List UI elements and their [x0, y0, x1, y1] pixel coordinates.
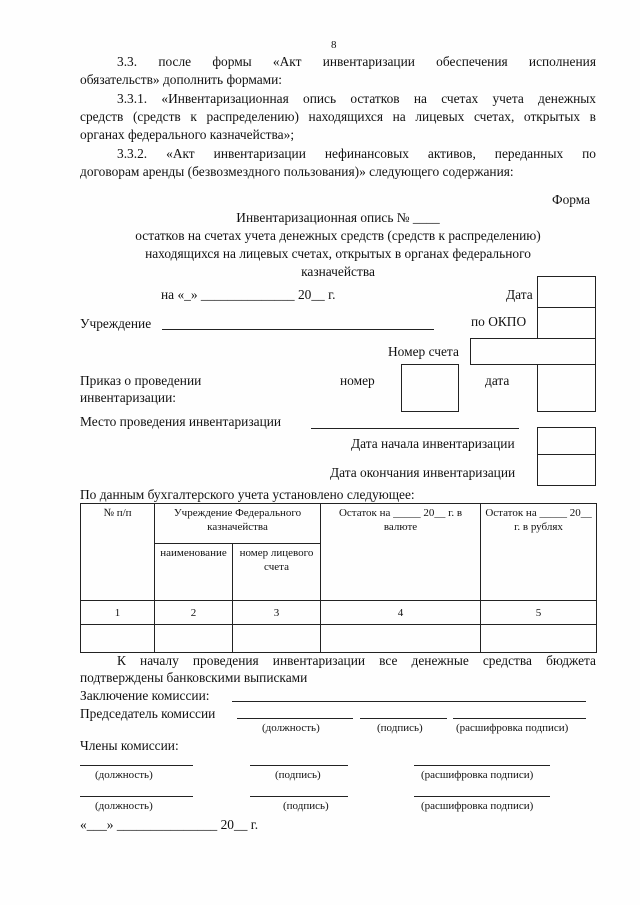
member2-position-caption: (должность) — [95, 800, 153, 812]
member1-position-caption: (должность) — [95, 769, 153, 781]
okpo-code-box — [537, 307, 596, 339]
account-number-box — [470, 338, 596, 365]
final-date-line: «___» _______________ 20__ г. — [80, 817, 259, 832]
chairman-decoding-line — [453, 718, 586, 719]
order-label-line2: инвентаризации: — [80, 390, 176, 405]
form-subtitle-line3: казначейства — [301, 264, 375, 279]
header-name: наименование — [155, 544, 233, 601]
chairman-decoding-caption: (расшифровка подписи) — [456, 722, 569, 734]
inventory-date-line: на «_» ______________ 20__ г. — [161, 287, 336, 302]
chairman-signature-caption: (подпись) — [377, 722, 423, 734]
start-date-box — [537, 427, 596, 455]
account-label: Номер счета — [388, 344, 459, 359]
order-label-line1: Приказ о проведении — [80, 373, 202, 388]
date-code-box — [537, 276, 596, 308]
header-account: номер лицевого счета — [233, 544, 321, 601]
col-number-3: 3 — [233, 601, 321, 625]
member2-position-line — [80, 796, 193, 797]
date-label: Дата — [506, 287, 533, 302]
place-label: Место проведения инвентаризации — [80, 414, 282, 429]
member1-position-line — [80, 765, 193, 766]
member2-signature-line — [250, 796, 348, 797]
table-row — [81, 625, 597, 653]
order-number-box — [401, 364, 459, 412]
form-subtitle-line1: остатков на счетах учета денежных средств (средств к распределению) — [135, 228, 541, 243]
intro-p2-line2: средств (средств к распределению) находящихся на лицевых счетах, открытых в — [80, 109, 596, 124]
chairman-signature-line — [360, 718, 447, 719]
chairman-label: Председатель комиссии — [80, 706, 216, 721]
chairman-position-caption: (должность) — [262, 722, 320, 734]
institution-line — [162, 329, 434, 330]
members-label: Члены комиссии: — [80, 738, 179, 753]
form-title: Инвентаризационная опись № ____ — [236, 210, 440, 225]
member1-decoding-caption: (расшифровка подписи) — [421, 769, 534, 781]
conclusion-label: Заключение комиссии: — [80, 688, 210, 703]
col-number-1: 1 — [81, 601, 155, 625]
okpo-label: по ОКПО — [471, 314, 527, 329]
intro-p1-line2: обязательств» дополнить формами: — [80, 72, 283, 87]
confirmation-line1: К началу проведения инвентаризации все денежные средства бюджета — [117, 653, 596, 668]
end-date-box — [537, 454, 596, 486]
forma-label: Форма — [552, 192, 591, 207]
form-subtitle-line2: находящихся на лицевых счетах, открытых в органах федерального — [145, 246, 531, 261]
intro-p1-line1: 3.3. после формы «Акт инвентаризации обеспечения исполнения — [117, 54, 596, 69]
intro-p2-line1: 3.3.1. «Инвентаризационная опись остатков на счетах учета денежных — [117, 91, 596, 106]
col-number-2: 2 — [155, 601, 233, 625]
intro-p2-line3: органах федерального казначейства»; — [80, 127, 295, 142]
member1-signature-line — [250, 765, 348, 766]
header-balance-currency: Остаток на _____ 20__ г. в валюте — [321, 504, 481, 601]
member2-decoding-caption: (расшифровка подписи) — [421, 800, 534, 812]
inventory-table — [80, 503, 597, 653]
header-row-number: № п/п — [81, 504, 155, 601]
accounting-line: По данным бухгалтерского учета установлено следующее: — [80, 487, 415, 502]
start-date-label: Дата начала инвентаризации — [351, 436, 515, 451]
order-number-label: номер — [340, 373, 375, 388]
institution-label: Учреждение — [80, 316, 152, 331]
order-date-box — [537, 364, 596, 412]
header-balance-rubles: Остаток на _____ 20__ г. в рублях — [481, 504, 597, 601]
member1-decoding-line — [414, 765, 550, 766]
place-line — [311, 428, 519, 429]
header-institution: Учреждение Федерального казначейства — [155, 504, 321, 544]
member1-signature-caption: (подпись) — [275, 769, 321, 781]
page-number: 8 — [331, 39, 337, 51]
member2-signature-caption: (подпись) — [283, 800, 329, 812]
chairman-position-line — [237, 718, 353, 719]
col-number-5: 5 — [481, 601, 597, 625]
intro-p3-line2: договорам аренды (безвозмездного пользования)» следующего содержания: — [80, 164, 514, 179]
conclusion-line — [232, 701, 586, 702]
order-date-label: дата — [485, 373, 510, 388]
confirmation-line2: подтверждены банковскими выписками — [80, 670, 308, 685]
col-number-4: 4 — [321, 601, 481, 625]
end-date-label: Дата окончания инвентаризации — [330, 465, 516, 480]
intro-p3-line1: 3.3.2. «Акт инвентаризации нефинансовых активов, переданных по — [117, 146, 596, 161]
member2-decoding-line — [414, 796, 550, 797]
